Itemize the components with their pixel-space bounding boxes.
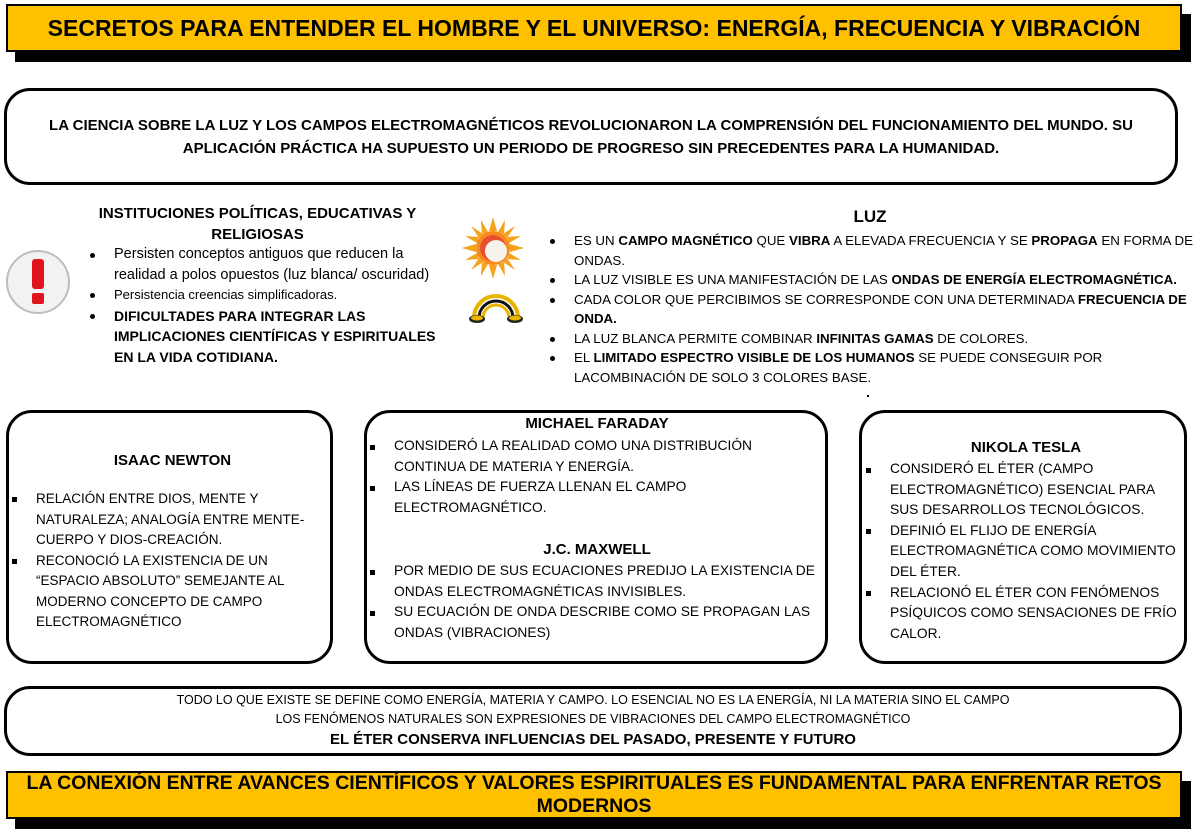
list-item: Persisten conceptos antiguos que reducen la realidad a polos opuestos (luz blanca/ oscuridad) [84,244,439,285]
list-item: EL LIMITADO ESPECTRO VISIBLE DE LOS HUMANOS SE PUEDE CONSEGUIR POR LACOMBINACIÓN DE SOLO 3 COLORES BASE. [544,348,1194,387]
summary-line-1: TODO LO QUE EXISTE SE DEFINE COMO ENERGÍA, MATERIA Y CAMPO. LO ESENCIAL NO ES LA ENERGÍA, NI LA MATERIA SINO EL CAMPO [176,693,1010,707]
list-item: DEFINIÓ EL FLIJO DE ENERGÍA ELECTROMAGNÉTICA COMO MOVIMIENTO DEL ÉTER. [860,521,1182,583]
title-banner [6,4,1182,52]
list-item: CADA COLOR QUE PERCIBIMOS SE CORRESPONDE CON UNA DETERMINADA FRECUENCIA DE ONDA. [544,290,1194,329]
luz-title: LUZ [853,207,887,226]
list-item: CONSIDERÓ EL ÉTER (CAMPO ELECTROMAGNÉTICO) ESENCIAL PARA SUS DESARROLLOS TECNOLÓGICOS. [860,459,1182,521]
intro-line-1: LA CIENCIA SOBRE LA LUZ Y LOS CAMPOS ELECTROMAGNÉTICOS REVOLUCIONARON LA COMPRENSIÓN DEL FUNCIONAMIENTO DEL MUNDO. SU [49,116,1133,134]
list-item: LAS LÍNEAS DE FUERZA LLENAN EL CAMPO ELECTROMAGNÉTICO. [364,477,824,518]
intro-box [4,88,1178,185]
list-item: LA LUZ VISIBLE ES UNA MANIFESTACIÓN DE LAS ONDAS DE ENERGÍA ELECTROMAGNÉTICA. [544,270,1194,290]
list-item: RELACIONÓ EL ÉTER CON FENÓMENOS PSÍQUICOS COMO SENSACIONES DE FRÍO CALOR. [860,583,1182,645]
list-item: ES UN CAMPO MAGNÉTICO QUE VIBRA A ELEVADA FRECUENCIA Y SE PROPAGA EN FORMA DE ONDAS. [544,231,1194,270]
tesla-list [860,459,1182,644]
sun-icon [462,217,524,279]
list-item: POR MEDIO DE SUS ECUACIONES PREDIJO LA EXISTENCIA DE ONDAS ELECTROMAGNÉTICAS INVISIBLES. [364,561,824,602]
conclusion-text: LA CONEXIÓN ENTRE AVANCES CIENTÍFICOS Y VALORES ESPIRITUALES ES FUNDAMENTAL PARA ENFRENTAR RETOS MODERNOS [26,772,1162,817]
list-item: CONSIDERÓ LA REALIDAD COMO UNA DISTRIBUCIÓN CONTINUA DE MATERIA Y ENERGÍA. [364,436,824,477]
summary-line-2: LOS FENÓMENOS NATURALES SON EXPRESIONES DE VIBRACIONES DEL CAMPO ELECTROMAGNÉTICO [275,712,911,726]
intro-line-2: APLICACIÓN PRÁCTICA HA SUPUESTO UN PERIODO DE PROGRESO SIN PRECEDENTES PARA LA HUMANIDAD. [182,139,1000,157]
faraday-title: MICHAEL FARADAY [525,415,669,432]
summary-box [4,686,1182,756]
newton-title: ISAAC NEWTON [113,452,232,469]
page-title: SECRETOS PARA ENTENDER EL HOMBRE Y EL UNIVERSO: ENERGÍA, FRECUENCIA Y VIBRACIÓN [47,14,1141,41]
list-item: LA LUZ BLANCA PERMITE COMBINAR INFINITAS GAMAS DE COLORES. [544,329,1194,349]
maxwell-title: J.C. MAXWELL [543,541,651,558]
summary-line-3: EL ÉTER CONSERVA INFLUENCIAS DEL PASADO, PRESENTE Y FUTURO [330,731,856,748]
luz-list [544,231,1194,387]
maxwell-list [364,561,824,643]
tesla-title: NIKOLA TESLA [970,439,1082,456]
faraday-list [364,436,824,518]
stray-mark: . [866,384,870,400]
list-item: RELACIÓN ENTRE DIOS, MENTE Y NATURALEZA; ANALOGÍA ENTRE MENTE-CUERPO Y DIOS-CREACIÓN. [6,489,316,551]
conclusion-banner [6,771,1182,819]
institutions-list [84,244,439,367]
exclamation-icon [5,249,71,315]
newton-list [6,489,316,633]
list-item: DIFICULTADES PARA INTEGRAR LAS IMPLICACIONES CIENTÍFICAS Y ESPIRITUALES EN LA VIDA COTIDIANA. [84,306,439,368]
institutions-title: INSTITUCIONES POLÍTICAS, EDUCATIVAS Y RELIGIOSAS [98,205,417,243]
list-item: SU ECUACIÓN DE ONDA DESCRIBE COMO SE PROPAGAN LAS ONDAS (VIBRACIONES) [364,602,824,643]
rainbow-icon [468,290,524,324]
list-item: RECONOCIÓ LA EXISTENCIA DE UN “ESPACIO ABSOLUTO” SEMEJANTE AL MODERNO CONCEPTO DE CAMPO ELECTROMAGNÉTICO [6,551,316,633]
list-item: Persistencia creencias simplificadoras. [84,285,439,306]
